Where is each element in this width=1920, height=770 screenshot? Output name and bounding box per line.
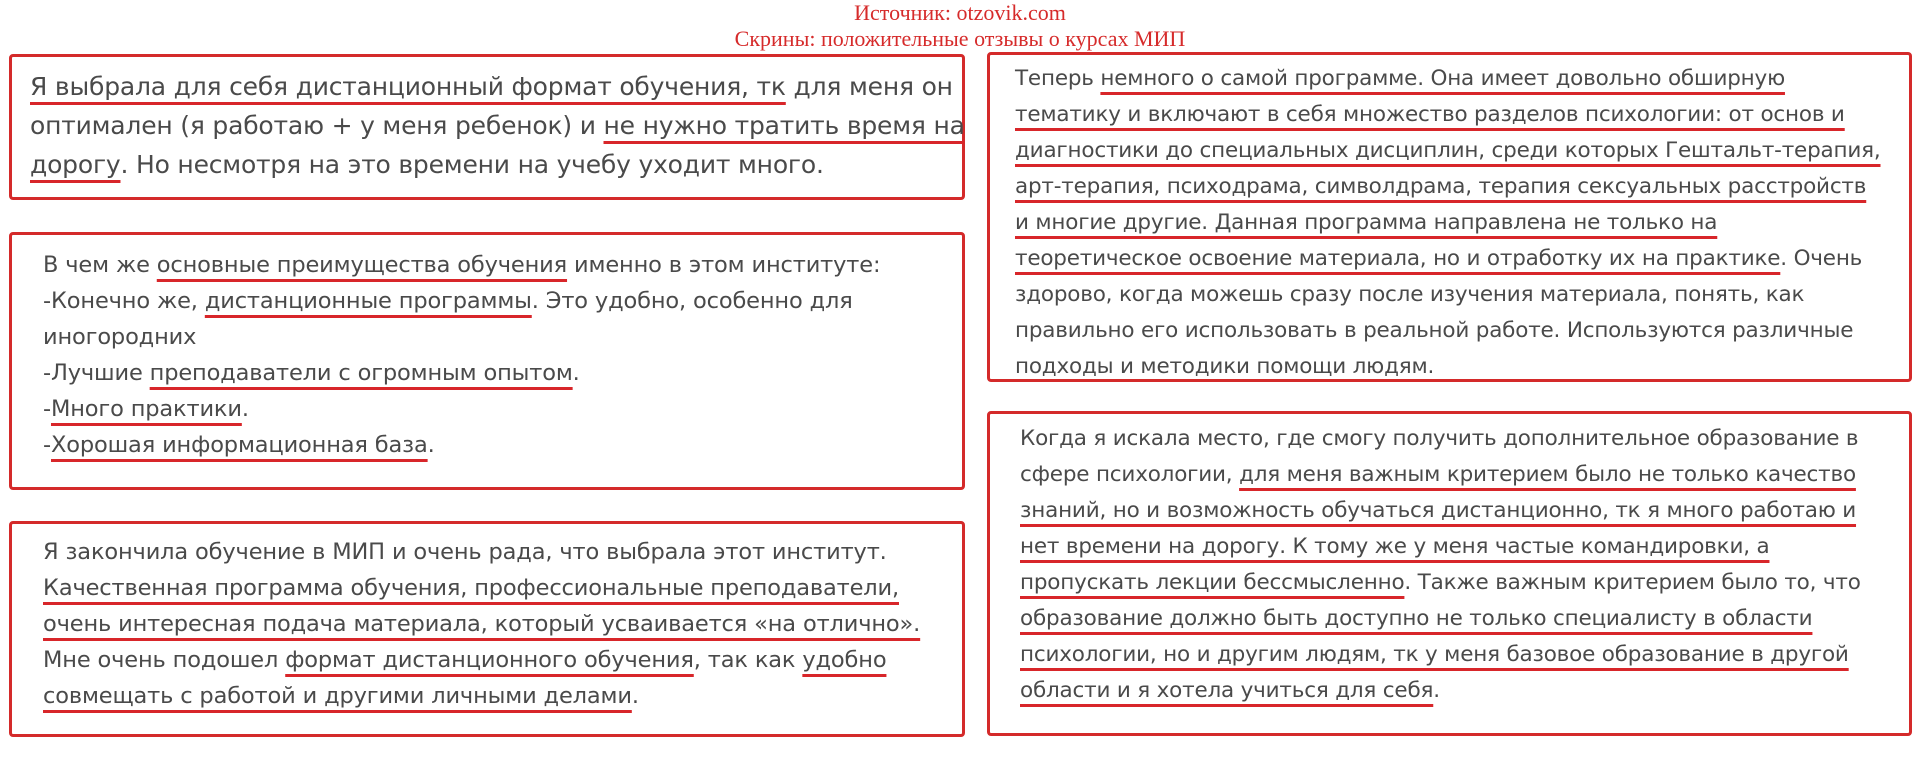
review-line — [43, 534, 920, 570]
review-text — [30, 67, 965, 184]
review-line — [43, 319, 880, 355]
highlighted-phrase: тематику и включают в себя множество разделов психологии: от основ и — [1015, 102, 1845, 127]
review-line — [1015, 133, 1881, 169]
highlighted-phrase: арт-терапия, психодрама, символдрама, терапия сексуальных расстройств — [1015, 174, 1867, 199]
review-line — [1020, 493, 1861, 529]
review-line — [1015, 313, 1881, 349]
text-segment: . — [427, 432, 435, 458]
review-line — [1015, 349, 1881, 385]
review-line — [43, 570, 920, 606]
text-segment: . Очень — [1780, 246, 1863, 271]
highlighted-phrase: знаний, но и возможность обучаться дистанционно, тк я много работаю и — [1020, 498, 1857, 523]
review-line — [1020, 529, 1861, 565]
review-card-5 — [987, 411, 1912, 736]
text-segment: для меня он — [785, 72, 953, 101]
review-line — [1020, 565, 1861, 601]
highlighted-phrase: совмещать с работой и другими личными делами — [43, 683, 632, 709]
review-line — [30, 67, 965, 106]
highlighted-phrase: дистанционные программы — [204, 288, 532, 314]
highlighted-phrase: нет времени на дорогу. К тому же у меня частые командировки, а — [1020, 534, 1770, 559]
highlighted-phrase: и многие другие. Данная программа направлена не только на — [1015, 210, 1718, 235]
highlighted-phrase: образование должно быть доступно не только специалисту в области — [1020, 606, 1813, 631]
text-segment: сфере психологии, — [1020, 462, 1240, 487]
review-card-3 — [9, 521, 965, 737]
highlighted-phrase: Я выбрала для себя дистанционный формат обучения, тк — [30, 72, 786, 101]
text-segment: . Также важным критерием было то, что — [1404, 570, 1861, 595]
review-line — [43, 642, 920, 678]
review-text — [1020, 421, 1861, 709]
text-segment: . — [572, 360, 580, 386]
highlighted-phrase: очень интересная подача материала, который усваивается «на отлично». — [43, 611, 921, 637]
text-segment: . — [1433, 678, 1440, 703]
highlighted-phrase: психологии, но и другим людям, тк у меня базовое образование в другой — [1020, 642, 1849, 667]
text-segment: . — [241, 396, 249, 422]
text-segment: , так как — [693, 647, 803, 673]
text-segment: . — [631, 683, 639, 709]
highlighted-phrase: формат дистанционного обучения — [285, 647, 694, 673]
text-segment: Я закончила обучение в МИП и очень рада, что выбрала этот институт. — [43, 539, 887, 565]
text-segment: Теперь — [1015, 66, 1101, 91]
highlighted-phrase: диагностики до специальных дисциплин, среди которых Гештальт-терапия, — [1015, 138, 1881, 163]
review-line — [30, 106, 965, 145]
review-line — [1015, 61, 1881, 97]
review-line — [1015, 277, 1881, 313]
review-line — [1020, 673, 1861, 709]
review-line — [43, 678, 920, 714]
highlighted-phrase: немного о самой программе. Она имеет довольно обширную — [1100, 66, 1785, 91]
highlighted-phrase: Качественная программа обучения, профессиональные преподаватели, — [43, 575, 899, 601]
highlighted-phrase: Хорошая информационная база — [50, 432, 428, 458]
text-segment: именно в этом институте: — [567, 252, 881, 278]
review-line — [1015, 205, 1881, 241]
highlighted-phrase: не нужно тратить время на — [603, 111, 965, 140]
review-line — [1020, 637, 1861, 673]
text-segment: подходы и методики помощи людям. — [1015, 354, 1435, 379]
text-segment: иногородних — [43, 324, 197, 350]
text-segment: . Это удобно, особенно для — [531, 288, 853, 314]
review-card-4 — [987, 52, 1912, 382]
review-line — [1020, 421, 1861, 457]
review-text — [43, 247, 880, 463]
source-line: Источник: otzovik.com — [854, 0, 1066, 25]
review-line — [43, 427, 880, 463]
text-segment: Когда я искала место, где смогу получить дополнительное образование в — [1020, 426, 1859, 451]
text-segment: В чем же — [43, 252, 157, 278]
review-line — [43, 391, 880, 427]
highlighted-phrase: области и я хотела учиться для себя — [1020, 678, 1434, 703]
highlighted-phrase: Много практики — [50, 396, 242, 422]
review-line — [43, 283, 880, 319]
text-segment: оптимален (я работаю + у меня ребенок) и — [30, 111, 604, 140]
review-line — [1020, 601, 1861, 637]
review-line — [1015, 169, 1881, 205]
text-segment: -Конечно же, — [43, 288, 205, 314]
review-line — [43, 247, 880, 283]
source-header — [0, 0, 1920, 52]
review-text — [1015, 61, 1881, 385]
text-segment: - — [43, 432, 51, 458]
review-card-2 — [9, 232, 965, 490]
review-line — [43, 606, 920, 642]
highlighted-phrase: дорогу — [30, 150, 121, 179]
highlighted-phrase: теоретическое освоение материала, но и отработку их на практике — [1015, 246, 1781, 271]
caption-line: Скрины: положительные отзывы о курсах МИП — [734, 26, 1186, 51]
text-segment: здорово, когда можешь сразу после изучения материала, понять, как — [1015, 282, 1805, 307]
review-line — [1015, 97, 1881, 133]
text-segment: -Лучшие — [43, 360, 150, 386]
review-card-1 — [9, 54, 965, 200]
review-line — [30, 145, 965, 184]
text-segment: . Но несмотря на это времени на учебу уходит много. — [120, 150, 824, 179]
review-line — [1020, 457, 1861, 493]
review-text — [43, 534, 920, 714]
highlighted-phrase: основные преимущества обучения — [156, 252, 568, 278]
highlighted-phrase: пропускать лекции бессмысленно — [1020, 570, 1405, 595]
text-segment: Мне очень подошел — [43, 647, 286, 673]
text-segment: правильно его использовать в реальной работе. Используются различные — [1015, 318, 1854, 343]
review-line — [43, 355, 880, 391]
highlighted-phrase: преподаватели с огромным опытом — [149, 360, 573, 386]
text-segment: - — [43, 396, 51, 422]
review-line — [1015, 241, 1881, 277]
highlighted-phrase: удобно — [802, 647, 887, 673]
highlighted-phrase: для меня важным критерием было не только качество — [1239, 462, 1856, 487]
